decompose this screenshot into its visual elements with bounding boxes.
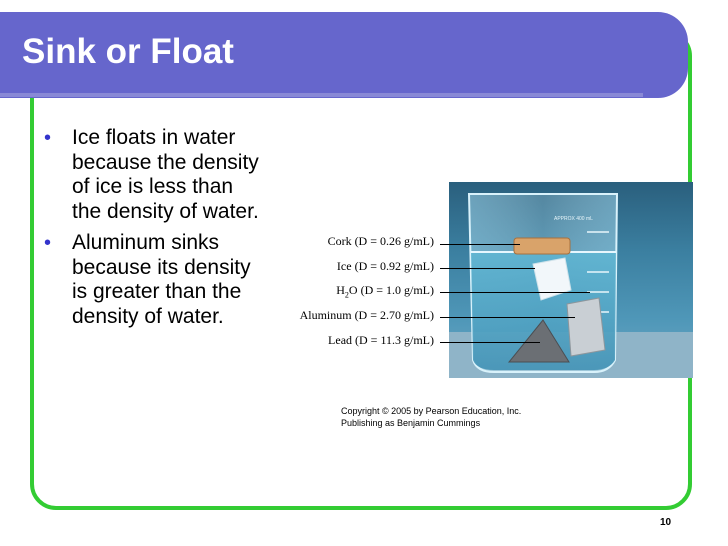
leader-line-cork	[440, 244, 520, 245]
bullet-item	[44, 126, 259, 224]
label-cork: Cork (D = 0.26 g/mL)	[327, 234, 434, 248]
bullet-text: Aluminum sinks because its density is greater than the density of water.	[72, 231, 251, 328]
label-water: $H_2O$ (D = 1.0 g/mL)	[336, 283, 434, 300]
copyright-line-2: Publishing as Benjamin Cummings	[341, 418, 481, 428]
label-aluminum: Aluminum (D = 2.70 g/mL)	[299, 308, 434, 322]
page-number: 10	[660, 517, 672, 528]
title-banner-underline	[0, 93, 643, 97]
bullet-item	[44, 231, 259, 329]
bullet-dot-icon: •	[44, 127, 52, 149]
bullet-dot-icon: •	[44, 232, 52, 254]
beaker-marking: APPROX 400 mL	[554, 216, 593, 222]
leader-line-water	[440, 292, 590, 293]
beaker-photo	[449, 182, 693, 378]
leader-line-ice	[440, 268, 535, 269]
leader-line-lead	[440, 342, 540, 343]
label-lead: Lead (D = 11.3 g/mL)	[328, 333, 434, 347]
copyright-line-1: Copyright © 2005 by Pearson Education, Inc.	[341, 406, 522, 416]
bullet-list	[44, 126, 259, 336]
bullet-text: Ice floats in water because the density of ice is less than the density of water.	[72, 126, 259, 223]
label-ice: Ice (D = 0.92 g/mL)	[336, 259, 434, 273]
leader-line-aluminum	[440, 317, 575, 318]
copyright-notice	[341, 405, 521, 429]
slide-title: Sink or Float	[22, 32, 234, 71]
beaker-illustration	[449, 182, 693, 378]
